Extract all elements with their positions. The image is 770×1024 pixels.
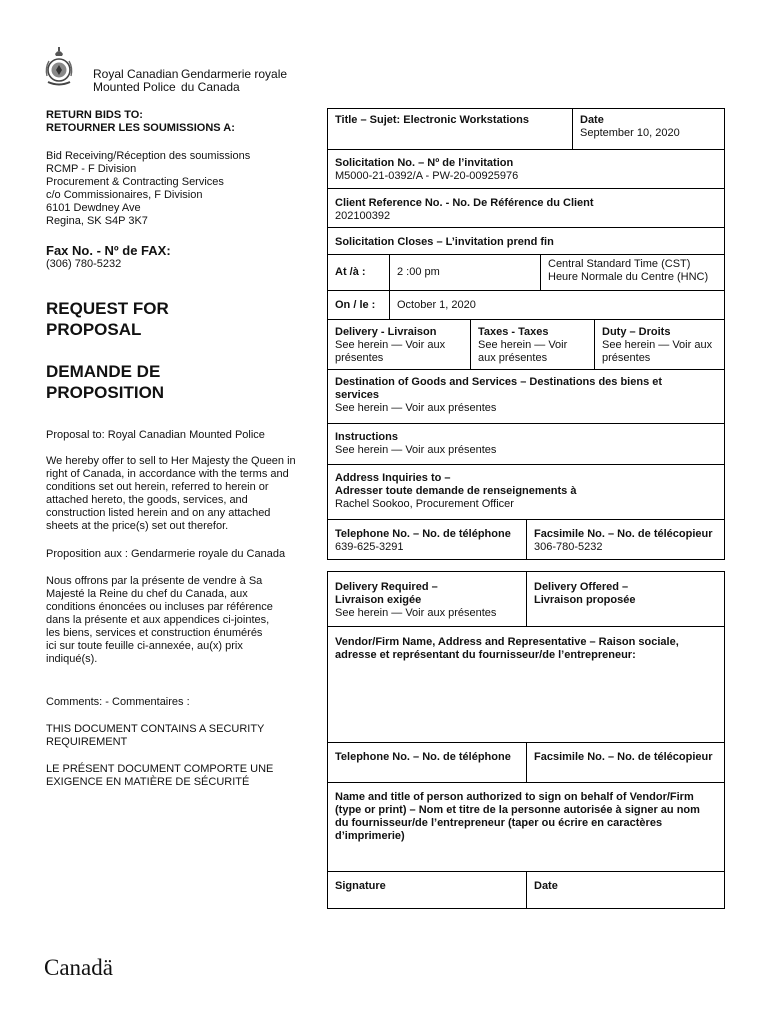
request-for-proposal-title: REQUEST FOR PROPOSAL — [46, 299, 169, 339]
delivery-offered-field[interactable]: Delivery Offered – Livraison proposée — [526, 572, 724, 626]
vendor-name-address-row[interactable]: Vendor/Firm Name, Address and Representative – Raison sociale, adresse et représentant du fournisseur/de l’entrepreneur: — [327, 626, 725, 743]
solicitation-closes-row: Solicitation Closes – L’invitation prend fin — [327, 227, 725, 255]
proposition-aux: Proposition aux : Gendarmerie royale du Canada — [46, 548, 286, 560]
vendor-telephone-field[interactable]: Telephone No. – No. de téléphone — [335, 751, 511, 763]
delivery-required-field: Delivery Required – Livraison exigée See herein — Voir aux présentes — [335, 581, 497, 619]
address-inquiries-row: Address Inquiries to – Adresser toute demande de renseignements à Rachel Sookoo, Procurement Officer — [327, 464, 725, 520]
return-bids-heading: RETURN BIDS TO: RETOURNER LES SOUMISSIONS A: — [46, 109, 235, 134]
demande-de-proposition-title: DEMANDE DE PROPOSITION — [46, 362, 165, 402]
rcmp-crest-icon — [44, 46, 74, 88]
offer-text-fr: Nous offrons par la présente de vendre à Sa Majesté la Reine du chef du Canada, aux conditions énoncées ou incluses par référence dans la présente et aux appendices ci-jointes, les biens, services et construction énumérés ici sur toute feuille ci-annexée, au(x) prix indiqué(s). — [46, 575, 273, 665]
signature-row — [327, 871, 725, 909]
org-name-en: Royal Canadian Mounted Police — [93, 67, 179, 94]
delivery-taxes-duty-row — [327, 319, 725, 370]
title-row — [327, 108, 725, 150]
vendor-phone-fax-row — [327, 742, 725, 783]
delivery-required-offered-row — [327, 571, 725, 627]
signature-date-field[interactable]: Date — [526, 872, 724, 908]
vendor-facsimile-field[interactable]: Facsimile No. – No. de télécopieur — [526, 743, 724, 782]
duty-field: Duty – Droits See herein — Voir aux présentes — [594, 320, 724, 369]
security-requirement-fr: LE PRÉSENT DOCUMENT COMPORTE UNE EXIGENCE EN MATIÈRE DE SÉCURITÉ — [46, 763, 274, 788]
contact-phone-fax-row — [327, 519, 725, 560]
facsimile-field: Facsimile No. – No. de télécopieur 306-780-5232 — [526, 520, 724, 559]
fax-block: Fax No. - Nº de FAX: (306) 780-5232 — [46, 243, 171, 270]
comments-label: Comments: - Commentaires : — [46, 696, 190, 708]
closing-time-row: At /à : 2 :00 pm Central Standard Time (CST) Heure Normale du Centre (HNC) — [327, 254, 725, 291]
taxes-field: Taxes - Taxes See herein — Voir aux présentes — [470, 320, 595, 369]
destination-row: Destination of Goods and Services – Destinations des biens et services See herein — Voir aux présentes — [327, 369, 725, 424]
closing-time: 2 :00 pm — [389, 255, 541, 290]
solicitation-number: M5000-21-0392/A - PW-20-00925976 — [335, 170, 519, 182]
offer-text-en: We hereby offer to sell to Her Majesty the Queen in right of Canada, in accordance with the terms and conditions set out herein, referred to herein or attached hereto, the goods, services, and construction listed herein and on any attached sheets at the price(s) set out therefor. — [46, 455, 296, 532]
instructions-row: Instructions See herein — Voir aux présentes — [327, 423, 725, 465]
date-field: Date September 10, 2020 — [572, 109, 724, 149]
bid-receiving-address: Bid Receiving/Réception des soumissions RCMP - F Division Procurement & Contracting Services c/o Commissionaires, F Division 6101 Dewdney Ave Regina, SK S4P 3K7 — [46, 150, 251, 227]
canada-wordmark: Canadä — [44, 955, 113, 980]
title-field: Title – Sujet: Electronic Workstations — [335, 114, 529, 126]
time-zone: Central Standard Time (CST) Heure Normale du Centre (HNC) — [540, 255, 724, 290]
solicitation-number-row: Solicitation No. – Nº de l’invitation M5000-21-0392/A - PW-20-00925976 — [327, 149, 725, 189]
closing-date-row: On / le : October 1, 2020 — [327, 290, 725, 320]
proposal-to: Proposal to: Royal Canadian Mounted Police — [46, 429, 265, 441]
client-reference-row: Client Reference No. - No. De Référence du Client 202100392 — [327, 188, 725, 228]
closing-date: October 1, 2020 — [389, 291, 724, 319]
contact-officer: Rachel Sookoo, Procurement Officer — [335, 498, 514, 510]
org-name-fr: Gendarmerie royale du Canada — [181, 67, 288, 94]
security-requirement-en: THIS DOCUMENT CONTAINS A SECURITY REQUIREMENT — [46, 723, 265, 748]
delivery-field: Delivery - Livraison See herein — Voir aux présentes — [335, 326, 446, 364]
telephone-field: Telephone No. – No. de téléphone 639-625-3291 — [335, 528, 511, 553]
client-reference-number: 202100392 — [335, 210, 391, 222]
signature-field[interactable]: Signature — [335, 880, 386, 892]
authorized-person-row[interactable]: Name and title of person authorized to sign on behalf of Vendor/Firm (type or print) – Nom et titre de la personne autorisée à signer au nom du fournisseur/de l’entrepreneur (taper ou écrire en caractères d’imprimerie) — [327, 782, 725, 872]
